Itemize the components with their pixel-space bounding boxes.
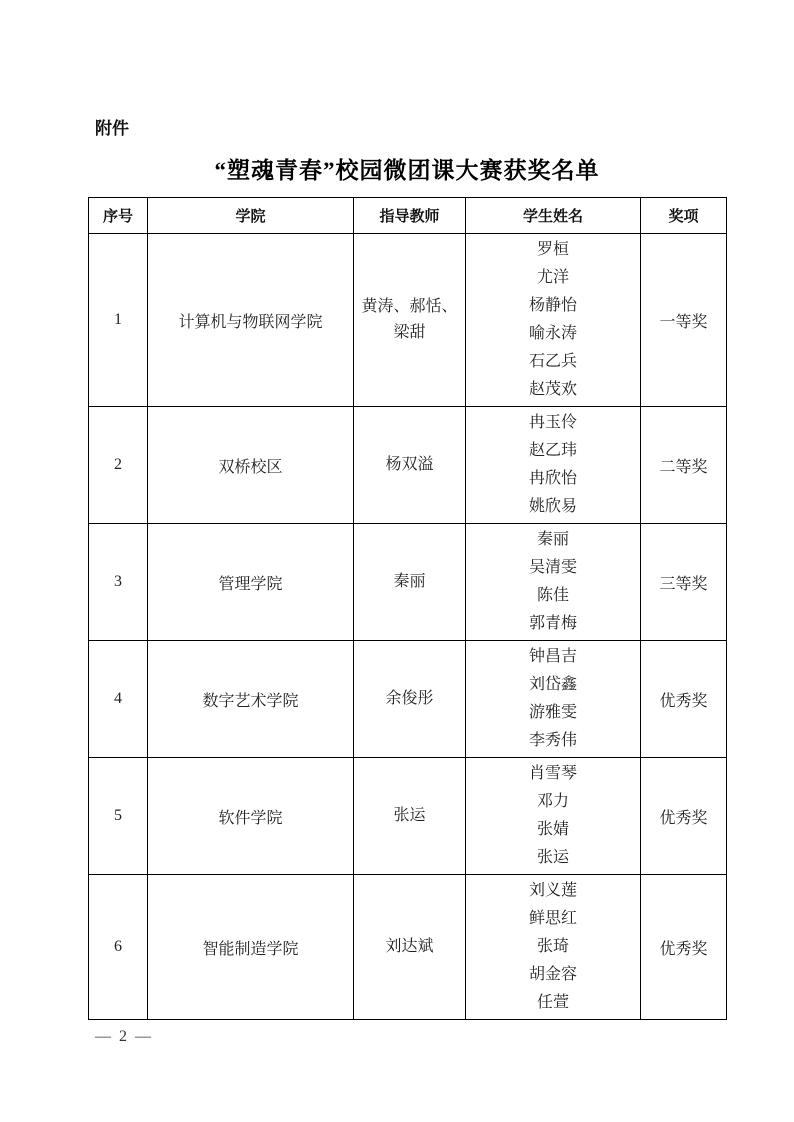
student-name: 石乙兵 — [528, 353, 577, 370]
student-name: 张婧 — [536, 821, 569, 838]
row-index-cell: 5 — [89, 758, 148, 875]
table-row — [89, 407, 727, 524]
student-name: 吴清雯 — [528, 559, 577, 576]
student-name: 郭青梅 — [528, 615, 577, 632]
student-name: 肖雪琴 — [528, 765, 577, 782]
teacher-cell: 余俊彤 — [354, 641, 466, 758]
students-cell — [466, 234, 641, 407]
column-header: 奖项 — [641, 198, 727, 234]
row-index-cell: 6 — [89, 875, 148, 1020]
college-cell: 计算机与物联网学院 — [148, 234, 354, 407]
student-name: 鲜思红 — [528, 910, 577, 927]
teacher-cell: 张运 — [354, 758, 466, 875]
students-cell — [466, 758, 641, 875]
awards-table — [88, 197, 727, 1020]
award-cell: 二等奖 — [641, 407, 727, 524]
students-cell — [466, 641, 641, 758]
table-row — [89, 234, 727, 407]
award-cell: 优秀奖 — [641, 641, 727, 758]
page-number: — 2 — — [95, 1028, 153, 1045]
students-cell — [466, 524, 641, 641]
table-row — [89, 524, 727, 641]
table-row — [89, 641, 727, 758]
college-cell: 管理学院 — [148, 524, 354, 641]
student-name: 杨静怡 — [528, 297, 577, 314]
student-name: 赵乙玮 — [528, 442, 577, 459]
page-title: “塑魂青春”校园微团课大赛获奖名单 — [214, 158, 600, 183]
column-header: 序号 — [89, 198, 148, 234]
student-name: 冉玉伶 — [528, 414, 577, 431]
table-row — [89, 758, 727, 875]
teacher-cell: 杨双溢 — [354, 407, 466, 524]
student-name: 秦丽 — [536, 531, 569, 548]
row-index-cell: 4 — [89, 641, 148, 758]
table-row — [89, 875, 727, 1020]
student-name: 赵茂欢 — [528, 381, 577, 398]
student-name: 邓力 — [536, 793, 569, 810]
student-name: 胡金容 — [528, 966, 577, 983]
student-name: 钟昌吉 — [528, 648, 577, 665]
column-header: 学院 — [148, 198, 354, 234]
row-index-cell: 3 — [89, 524, 148, 641]
teacher-cell: 秦丽 — [354, 524, 466, 641]
student-name: 罗桓 — [536, 241, 569, 258]
college-cell: 软件学院 — [148, 758, 354, 875]
student-name: 李秀伟 — [528, 732, 577, 749]
college-cell: 双桥校区 — [148, 407, 354, 524]
award-cell: 优秀奖 — [641, 758, 727, 875]
student-name: 张琦 — [536, 938, 569, 955]
student-name: 游雅雯 — [528, 704, 577, 721]
college-cell: 智能制造学院 — [148, 875, 354, 1020]
student-name: 姚欣易 — [528, 498, 577, 515]
attachment-label: 附件 — [95, 119, 129, 138]
award-cell: 一等奖 — [641, 234, 727, 407]
row-index-cell: 2 — [89, 407, 148, 524]
student-name: 刘义莲 — [528, 882, 577, 899]
teacher-cell: 黄涛、郝恬、梁甜 — [354, 234, 466, 407]
column-header: 指导教师 — [354, 198, 466, 234]
student-name: 陈佳 — [536, 587, 569, 604]
row-index-cell: 1 — [89, 234, 148, 407]
student-name: 尤洋 — [536, 269, 569, 286]
student-name: 张运 — [536, 849, 569, 866]
award-cell: 优秀奖 — [641, 875, 727, 1020]
table-header-row — [89, 198, 727, 234]
student-name: 刘岱鑫 — [528, 676, 577, 693]
college-cell: 数字艺术学院 — [148, 641, 354, 758]
student-name: 冉欣怡 — [528, 470, 577, 487]
students-cell — [466, 875, 641, 1020]
students-cell — [466, 407, 641, 524]
teacher-cell: 刘达斌 — [354, 875, 466, 1020]
student-name: 喻永涛 — [528, 325, 577, 342]
award-cell: 三等奖 — [641, 524, 727, 641]
column-header: 学生姓名 — [466, 198, 641, 234]
student-name: 任萱 — [536, 994, 569, 1011]
